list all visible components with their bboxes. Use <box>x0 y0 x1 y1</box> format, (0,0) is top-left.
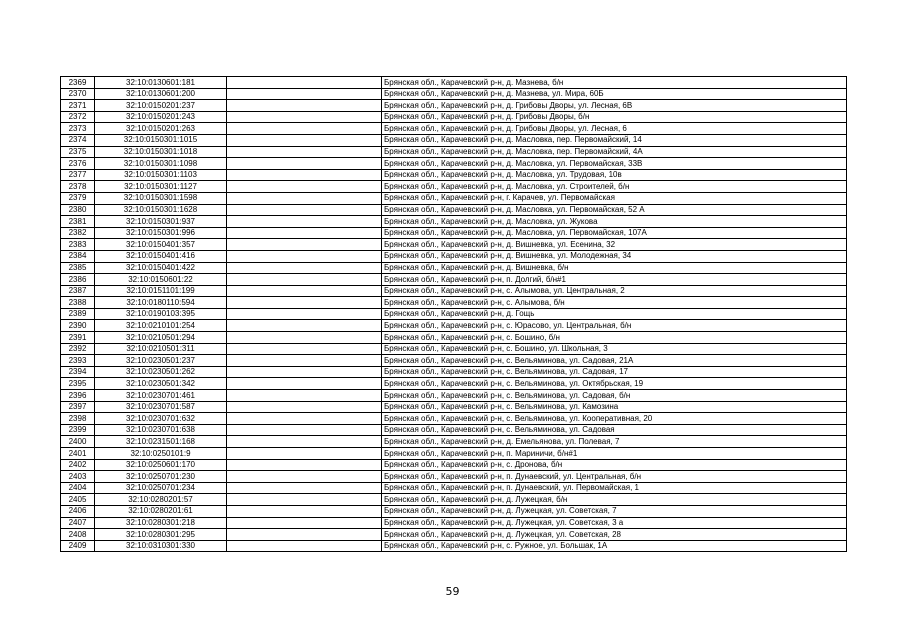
row-number-cell: 2399 <box>61 424 95 436</box>
table-row <box>61 459 847 471</box>
address-cell: Брянская обл., Карачевский р-н, п. Долгий, б/н#1 <box>382 274 847 286</box>
row-number-cell: 2392 <box>61 343 95 355</box>
address-cell: Брянская обл., Карачевский р-н, с. Вельяминова, ул. Садовая, 17 <box>382 366 847 378</box>
empty-cell <box>227 204 382 216</box>
cadastral-number-cell: 32:10:0190103:395 <box>95 308 227 320</box>
row-number-cell: 2379 <box>61 192 95 204</box>
table-row <box>61 332 847 344</box>
table-row <box>61 285 847 297</box>
cadastral-number-cell: 32:10:0130601:200 <box>95 88 227 100</box>
address-cell: Брянская обл., Карачевский р-н, с. Вельяминова, ул. Садовая, б/н <box>382 390 847 402</box>
table-row <box>61 262 847 274</box>
cadastral-number-cell: 32:10:0230501:237 <box>95 355 227 367</box>
empty-cell <box>227 517 382 529</box>
row-number-cell: 2376 <box>61 158 95 170</box>
table-row <box>61 204 847 216</box>
row-number-cell: 2393 <box>61 355 95 367</box>
cadastral-number-cell: 32:10:0230701:632 <box>95 413 227 425</box>
cadastral-number-cell: 32:10:0250101:9 <box>95 448 227 460</box>
empty-cell <box>227 297 382 309</box>
row-number-cell: 2382 <box>61 227 95 239</box>
empty-cell <box>227 192 382 204</box>
empty-cell <box>227 111 382 123</box>
cadastral-number-cell: 32:10:0250601:170 <box>95 459 227 471</box>
address-cell: Брянская обл., Карачевский р-н, с. Вельяминова, ул. Садовая, 21А <box>382 355 847 367</box>
table-row <box>61 320 847 332</box>
empty-cell <box>227 401 382 413</box>
address-cell: Брянская обл., Карачевский р-н, с. Алымова, ул. Центральная, 2 <box>382 285 847 297</box>
empty-cell <box>227 181 382 193</box>
cadastral-number-cell: 32:10:0150201:263 <box>95 123 227 135</box>
row-number-cell: 2395 <box>61 378 95 390</box>
address-cell: Брянская обл., Карачевский р-н, п. Дунаевский, ул. Первомайская, 1 <box>382 482 847 494</box>
table-row <box>61 413 847 425</box>
cadastral-number-cell: 32:10:0280201:57 <box>95 494 227 506</box>
table-row <box>61 448 847 460</box>
cadastral-number-cell: 32:10:0250701:230 <box>95 471 227 483</box>
address-cell: Брянская обл., Карачевский р-н, с. Вельяминова, ул. Садовая <box>382 424 847 436</box>
address-cell: Брянская обл., Карачевский р-н, с. Вельяминова, ул. Кооперативная, 20 <box>382 413 847 425</box>
address-cell: Брянская обл., Карачевский р-н, с. Вельяминова, ул. Октябрьская, 19 <box>382 378 847 390</box>
row-number-cell: 2377 <box>61 169 95 181</box>
address-cell: Брянская обл., Карачевский р-н, д. Лужецкая, ул. Советская, 28 <box>382 529 847 541</box>
cadastral-number-cell: 32:10:0150301:996 <box>95 227 227 239</box>
row-number-cell: 2402 <box>61 459 95 471</box>
row-number-cell: 2397 <box>61 401 95 413</box>
empty-cell <box>227 436 382 448</box>
row-number-cell: 2374 <box>61 134 95 146</box>
empty-cell <box>227 158 382 170</box>
register-table-body <box>61 77 847 552</box>
empty-cell <box>227 343 382 355</box>
empty-cell <box>227 123 382 135</box>
row-number-cell: 2387 <box>61 285 95 297</box>
cadastral-number-cell: 32:10:0280301:295 <box>95 529 227 541</box>
empty-cell <box>227 494 382 506</box>
table-row <box>61 517 847 529</box>
row-number-cell: 2403 <box>61 471 95 483</box>
table-row <box>61 239 847 251</box>
empty-cell <box>227 332 382 344</box>
table-row <box>61 297 847 309</box>
table-row <box>61 471 847 483</box>
empty-cell <box>227 424 382 436</box>
cadastral-number-cell: 32:10:0151101:199 <box>95 285 227 297</box>
address-cell: Брянская обл., Карачевский р-н, д. Масловка, ул. Жукова <box>382 216 847 228</box>
cadastral-number-cell: 32:10:0150301:1103 <box>95 169 227 181</box>
address-cell: Брянская обл., Карачевский р-н, д. Грибовы Дворы, б/н <box>382 111 847 123</box>
table-row <box>61 100 847 112</box>
address-cell: Брянская обл., Карачевский р-н, п. Дунаевский, ул. Центральная, б/н <box>382 471 847 483</box>
address-cell: Брянская обл., Карачевский р-н, д. Масловка, ул. Первомайская, 33В <box>382 158 847 170</box>
row-number-cell: 2407 <box>61 517 95 529</box>
table-row <box>61 424 847 436</box>
empty-cell <box>227 471 382 483</box>
cadastral-number-cell: 32:10:0130601:181 <box>95 77 227 89</box>
row-number-cell: 2372 <box>61 111 95 123</box>
empty-cell <box>227 320 382 332</box>
address-cell: Брянская обл., Карачевский р-н, д. Вишневка, ул. Есенина, 32 <box>382 239 847 251</box>
address-cell: Брянская обл., Карачевский р-н, д. Вишневка, ул. Молодежная, 34 <box>382 250 847 262</box>
row-number-cell: 2409 <box>61 540 95 552</box>
cadastral-number-cell: 32:10:0210501:294 <box>95 332 227 344</box>
table-row <box>61 192 847 204</box>
empty-cell <box>227 540 382 552</box>
cadastral-number-cell: 32:10:0150301:937 <box>95 216 227 228</box>
table-row <box>61 366 847 378</box>
cadastral-number-cell: 32:10:0230501:342 <box>95 378 227 390</box>
table-row <box>61 216 847 228</box>
table-row <box>61 401 847 413</box>
cadastral-number-cell: 32:10:0230501:262 <box>95 366 227 378</box>
cadastral-number-cell: 32:10:0150301:1015 <box>95 134 227 146</box>
cadastral-number-cell: 32:10:0150201:237 <box>95 100 227 112</box>
address-cell: Брянская обл., Карачевский р-н, д. Масловка, ул. Первомайская, 107А <box>382 227 847 239</box>
table-row <box>61 378 847 390</box>
row-number-cell: 2385 <box>61 262 95 274</box>
cadastral-number-cell: 32:10:0231501:168 <box>95 436 227 448</box>
cadastral-number-cell: 32:10:0180110:594 <box>95 297 227 309</box>
address-cell: Брянская обл., Карачевский р-н, д. Вишневка, б/н <box>382 262 847 274</box>
cadastral-number-cell: 32:10:0280301:218 <box>95 517 227 529</box>
row-number-cell: 2398 <box>61 413 95 425</box>
row-number-cell: 2386 <box>61 274 95 286</box>
cadastral-number-cell: 32:10:0150201:243 <box>95 111 227 123</box>
empty-cell <box>227 308 382 320</box>
empty-cell <box>227 227 382 239</box>
table-row <box>61 134 847 146</box>
empty-cell <box>227 355 382 367</box>
cadastral-number-cell: 32:10:0150401:416 <box>95 250 227 262</box>
empty-cell <box>227 77 382 89</box>
address-cell: Брянская обл., Карачевский р-н, д. Емельянова, ул. Полевая, 7 <box>382 436 847 448</box>
table-row <box>61 529 847 541</box>
table-row <box>61 111 847 123</box>
row-number-cell: 2390 <box>61 320 95 332</box>
empty-cell <box>227 239 382 251</box>
empty-cell <box>227 134 382 146</box>
empty-cell <box>227 505 382 517</box>
row-number-cell: 2394 <box>61 366 95 378</box>
address-cell: Брянская обл., Карачевский р-н, д. Мазнева, ул. Мира, 60Б <box>382 88 847 100</box>
row-number-cell: 2381 <box>61 216 95 228</box>
address-cell: Брянская обл., Карачевский р-н, с. Вельяминова, ул. Камозина <box>382 401 847 413</box>
table-row <box>61 227 847 239</box>
row-number-cell: 2391 <box>61 332 95 344</box>
empty-cell <box>227 169 382 181</box>
address-cell: Брянская обл., Карачевский р-н, д. Масловка, ул. Строителей, б/н <box>382 181 847 193</box>
empty-cell <box>227 459 382 471</box>
table-row <box>61 169 847 181</box>
row-number-cell: 2408 <box>61 529 95 541</box>
cadastral-number-cell: 32:10:0210101:254 <box>95 320 227 332</box>
table-row <box>61 181 847 193</box>
address-cell: Брянская обл., Карачевский р-н, д. Грибовы Дворы, ул. Лесная, 6В <box>382 100 847 112</box>
address-cell: Брянская обл., Карачевский р-н, д. Гощь <box>382 308 847 320</box>
row-number-cell: 2400 <box>61 436 95 448</box>
table-row <box>61 77 847 89</box>
empty-cell <box>227 448 382 460</box>
table-row <box>61 308 847 320</box>
row-number-cell: 2370 <box>61 88 95 100</box>
empty-cell <box>227 285 382 297</box>
table-row <box>61 482 847 494</box>
empty-cell <box>227 413 382 425</box>
cadastral-number-cell: 32:10:0310301:330 <box>95 540 227 552</box>
table-row <box>61 250 847 262</box>
table-row <box>61 390 847 402</box>
cadastral-number-cell: 32:10:0150301:1628 <box>95 204 227 216</box>
address-cell: Брянская обл., Карачевский р-н, с. Дронова, б/н <box>382 459 847 471</box>
cadastral-number-cell: 32:10:0150301:1598 <box>95 192 227 204</box>
table-row <box>61 540 847 552</box>
cadastral-number-cell: 32:10:0250701:234 <box>95 482 227 494</box>
table-row <box>61 505 847 517</box>
address-cell: Брянская обл., Карачевский р-н, п. Мариничи, б/н#1 <box>382 448 847 460</box>
row-number-cell: 2389 <box>61 308 95 320</box>
table-row <box>61 343 847 355</box>
address-cell: Брянская обл., Карачевский р-н, д. Масловка, ул. Первомайская, 52 А <box>382 204 847 216</box>
table-row <box>61 494 847 506</box>
row-number-cell: 2396 <box>61 390 95 402</box>
address-cell: Брянская обл., Карачевский р-н, д. Лужецкая, б/н <box>382 494 847 506</box>
row-number-cell: 2406 <box>61 505 95 517</box>
address-cell: Брянская обл., Карачевский р-н, с. Бошино, б/н <box>382 332 847 344</box>
cadastral-number-cell: 32:10:0150401:422 <box>95 262 227 274</box>
cadastral-number-cell: 32:10:0150601:22 <box>95 274 227 286</box>
row-number-cell: 2369 <box>61 77 95 89</box>
empty-cell <box>227 216 382 228</box>
empty-cell <box>227 88 382 100</box>
row-number-cell: 2405 <box>61 494 95 506</box>
row-number-cell: 2380 <box>61 204 95 216</box>
page-number: 59 <box>445 585 460 598</box>
empty-cell <box>227 146 382 158</box>
row-number-cell: 2384 <box>61 250 95 262</box>
table-row <box>61 355 847 367</box>
property-register-table <box>60 76 847 552</box>
empty-cell <box>227 482 382 494</box>
table-row <box>61 274 847 286</box>
row-number-cell: 2383 <box>61 239 95 251</box>
address-cell: Брянская обл., Карачевский р-н, д. Мазнева, б/н <box>382 77 847 89</box>
row-number-cell: 2378 <box>61 181 95 193</box>
cadastral-number-cell: 32:10:0150301:1098 <box>95 158 227 170</box>
cadastral-number-cell: 32:10:0280201:61 <box>95 505 227 517</box>
table-row <box>61 158 847 170</box>
address-cell: Брянская обл., Карачевский р-н, д. Масловка, пер. Первомайский, 14 <box>382 134 847 146</box>
table-row <box>61 146 847 158</box>
address-cell: Брянская обл., Карачевский р-н, д. Грибовы Дворы, ул. Лесная, 6 <box>382 123 847 135</box>
empty-cell <box>227 100 382 112</box>
empty-cell <box>227 529 382 541</box>
cadastral-number-cell: 32:10:0150401:357 <box>95 239 227 251</box>
address-cell: Брянская обл., Карачевский р-н, с. Юрасово, ул. Центральная, б/н <box>382 320 847 332</box>
cadastral-number-cell: 32:10:0210501:311 <box>95 343 227 355</box>
row-number-cell: 2373 <box>61 123 95 135</box>
row-number-cell: 2404 <box>61 482 95 494</box>
address-cell: Брянская обл., Карачевский р-н, с. Ружное, ул. Большак, 1А <box>382 540 847 552</box>
address-cell: Брянская обл., Карачевский р-н, д. Лужецкая, ул. Советская, 3 а <box>382 517 847 529</box>
empty-cell <box>227 390 382 402</box>
address-cell: Брянская обл., Карачевский р-н, с. Алымова, б/н <box>382 297 847 309</box>
empty-cell <box>227 378 382 390</box>
address-cell: Брянская обл., Карачевский р-н, г. Карачев, ул. Первомайская <box>382 192 847 204</box>
row-number-cell: 2375 <box>61 146 95 158</box>
address-cell: Брянская обл., Карачевский р-н, с. Бошино, ул. Школьная, 3 <box>382 343 847 355</box>
empty-cell <box>227 250 382 262</box>
cadastral-number-cell: 32:10:0150301:1127 <box>95 181 227 193</box>
table-row <box>61 88 847 100</box>
table-row <box>61 436 847 448</box>
row-number-cell: 2388 <box>61 297 95 309</box>
row-number-cell: 2371 <box>61 100 95 112</box>
empty-cell <box>227 262 382 274</box>
address-cell: Брянская обл., Карачевский р-н, д. Масловка, ул. Трудовая, 10в <box>382 169 847 181</box>
cadastral-number-cell: 32:10:0230701:461 <box>95 390 227 402</box>
table-row <box>61 123 847 135</box>
address-cell: Брянская обл., Карачевский р-н, д. Лужецкая, ул. Советская, 7 <box>382 505 847 517</box>
cadastral-number-cell: 32:10:0230701:638 <box>95 424 227 436</box>
cadastral-number-cell: 32:10:0230701:587 <box>95 401 227 413</box>
cadastral-number-cell: 32:10:0150301:1018 <box>95 146 227 158</box>
address-cell: Брянская обл., Карачевский р-н, д. Масловка, пер. Первомайский, 4А <box>382 146 847 158</box>
empty-cell <box>227 366 382 378</box>
empty-cell <box>227 274 382 286</box>
row-number-cell: 2401 <box>61 448 95 460</box>
